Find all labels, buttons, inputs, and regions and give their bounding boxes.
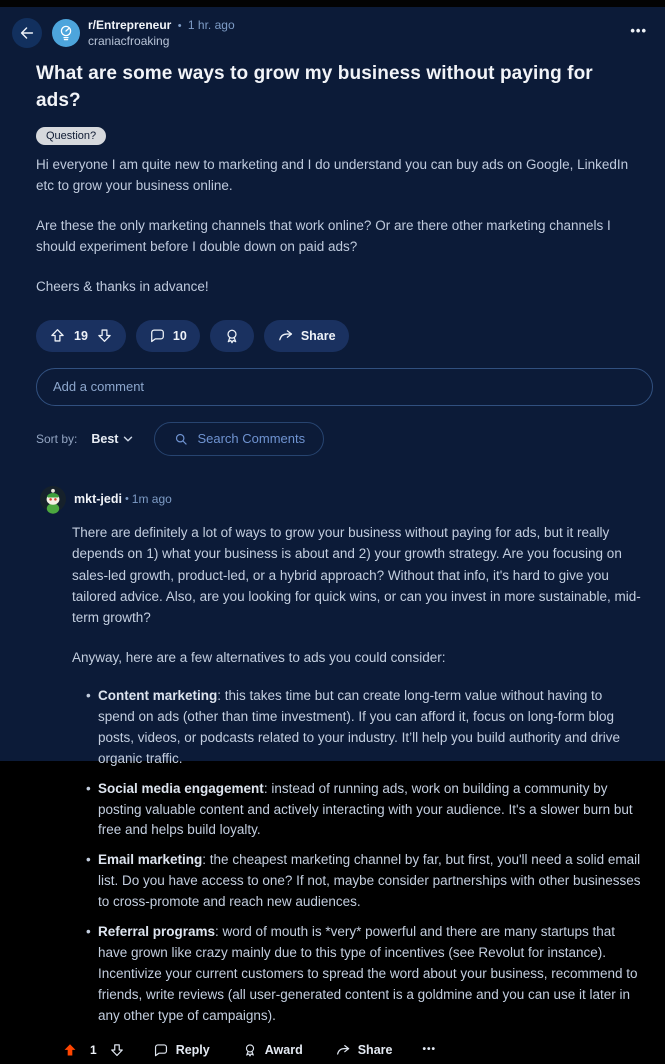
bullet-lead: Referral programs [98, 924, 216, 940]
top-bar [0, 0, 665, 7]
downvote-button[interactable] [96, 327, 113, 344]
comment-meta-separator: • [124, 492, 129, 505]
award-button[interactable] [210, 320, 254, 352]
upvote-filled-icon [62, 1042, 78, 1058]
lightbulb-icon [56, 23, 76, 43]
bullet-text: : the cheapest marketing channel by far, but first, you'll need a solid email list. Do you have access to one? If not, maybe consider partnerships with other businesses to cross-promote and reach new audiences. [98, 852, 641, 910]
share-arrow-icon [335, 1042, 351, 1058]
bullet-lead: Content marketing [98, 687, 218, 703]
search-icon [173, 431, 189, 447]
sort-row [36, 422, 665, 456]
share-label: Share [300, 328, 336, 343]
post-comment-count: 10 [172, 328, 187, 343]
upvote-button[interactable] [49, 327, 66, 344]
post-overflow-button[interactable]: ••• [626, 17, 651, 44]
search-comments-button[interactable] [154, 422, 324, 456]
back-button[interactable] [12, 18, 42, 48]
comment-paragraph: Anyway, here are a few alternatives to ads you could consider: [72, 649, 446, 665]
post-title: What are some ways to grow my business without paying for ads? [36, 63, 593, 111]
post-author[interactable]: craniacfroaking [88, 33, 170, 48]
bullet-item [86, 922, 641, 1027]
vote-pill [36, 320, 126, 352]
post-meta [88, 15, 626, 49]
award-label: Award [264, 1042, 303, 1057]
share-arrow-icon [277, 327, 294, 344]
share-button[interactable] [264, 320, 349, 352]
downvote-icon [96, 327, 113, 344]
comment-share-label: Share [357, 1042, 393, 1057]
subreddit-avatar[interactable] [52, 19, 80, 47]
post-header [0, 7, 665, 49]
commenter-name[interactable]: mkt-jedi [74, 491, 122, 506]
comment-footer [58, 1036, 665, 1064]
post-paragraph: Hi everyone I am quite new to marketing and I do understand you can buy ads on Google, LinkedIn etc to grow your business online. [36, 157, 629, 194]
bullet-item [86, 779, 641, 842]
comment-reply-button[interactable] [143, 1036, 220, 1064]
post-vote-count: 19 [74, 328, 88, 343]
award-medal-icon [242, 1042, 258, 1058]
comment-paragraph: There are definitely a lot of ways to grow your business without paying for ads, but it really depends on 1) what your business is about and 2) your growth strategy. Are you focusing on sales-led growth, product-led, or a hybrid approach? Without that info, it's hard to give you tailored advice. Also, are you looking for quick wins, or can you invest in more sustainable, mid-term growth? [72, 524, 641, 626]
comment-upvote-button[interactable] [58, 1038, 82, 1062]
post-action-bar [36, 320, 665, 352]
comments-button[interactable] [136, 320, 200, 352]
upvote-icon [49, 327, 66, 344]
bullet-lead: Email marketing [98, 852, 203, 868]
bullet-text: : this takes time but can create long-term value without having to spend on ads (other than time investment). If you can afford it, focus on long-form blog posts, videos, or podcasts related to your industry. It’ll help you build authority and drive organic traffic. [98, 687, 621, 766]
comment-downvote-button[interactable] [105, 1038, 129, 1062]
downvote-icon [109, 1042, 125, 1058]
bullet-item [86, 686, 641, 770]
comment-overflow-button[interactable]: ••• [412, 1038, 446, 1061]
bullet-text: : instead of running ads, work on building a community by posting valuable content and actively interacting with your audience. It's a slower burn but free and helps build loyalty. [98, 780, 633, 838]
comment-bullet-list [72, 686, 641, 1027]
subreddit-name[interactable]: r/Entrepreneur [88, 18, 172, 32]
comment-share-button[interactable] [325, 1036, 403, 1064]
comment [0, 486, 665, 1064]
post-paragraph: Cheers & thanks in advance! [36, 279, 209, 295]
sort-dropdown[interactable] [89, 428, 136, 450]
comment-body [72, 522, 641, 1027]
reply-label: Reply [175, 1042, 210, 1057]
chevron-down-icon [122, 433, 134, 445]
sort-value: Best [91, 431, 119, 446]
snoo-avatar-icon [40, 486, 66, 512]
add-comment-input[interactable] [36, 368, 653, 406]
bullet-item [86, 850, 641, 913]
comment-award-button[interactable] [232, 1036, 313, 1064]
commenter-avatar[interactable] [40, 486, 66, 512]
award-medal-icon [223, 327, 241, 345]
post-paragraph: Are these the only marketing channels that work online? Or are there other marketing channels I should experiment before I double down on paid ads? [36, 218, 611, 255]
comment-timestamp: 1m ago [131, 491, 172, 506]
bullet-lead: Social media engagement [98, 780, 264, 796]
comment-vote-count: 1 [90, 1042, 97, 1057]
post-flair-badge[interactable]: Question? [36, 127, 106, 145]
search-comments-label: Search Comments [197, 431, 306, 447]
bullet-text: : word of mouth is *very* powerful and there are many startups that have grown like crazy mainly due to this type of incentives (see Revolut for instance). Incentivize your current customers to spread the word about your business, recommend to friends, write reviews (all user-generated content is a goldmine and you can use it later in any other type of campaigns). [98, 924, 638, 1023]
post-body [36, 155, 637, 298]
post-timestamp: 1 hr. ago [187, 18, 235, 32]
back-arrow-icon [18, 24, 36, 42]
sort-by-label: Sort by: [36, 431, 78, 446]
reply-bubble-icon [153, 1042, 169, 1058]
comment-header [40, 486, 665, 512]
comment-bubble-icon [149, 327, 166, 344]
meta-separator: • [177, 20, 182, 32]
